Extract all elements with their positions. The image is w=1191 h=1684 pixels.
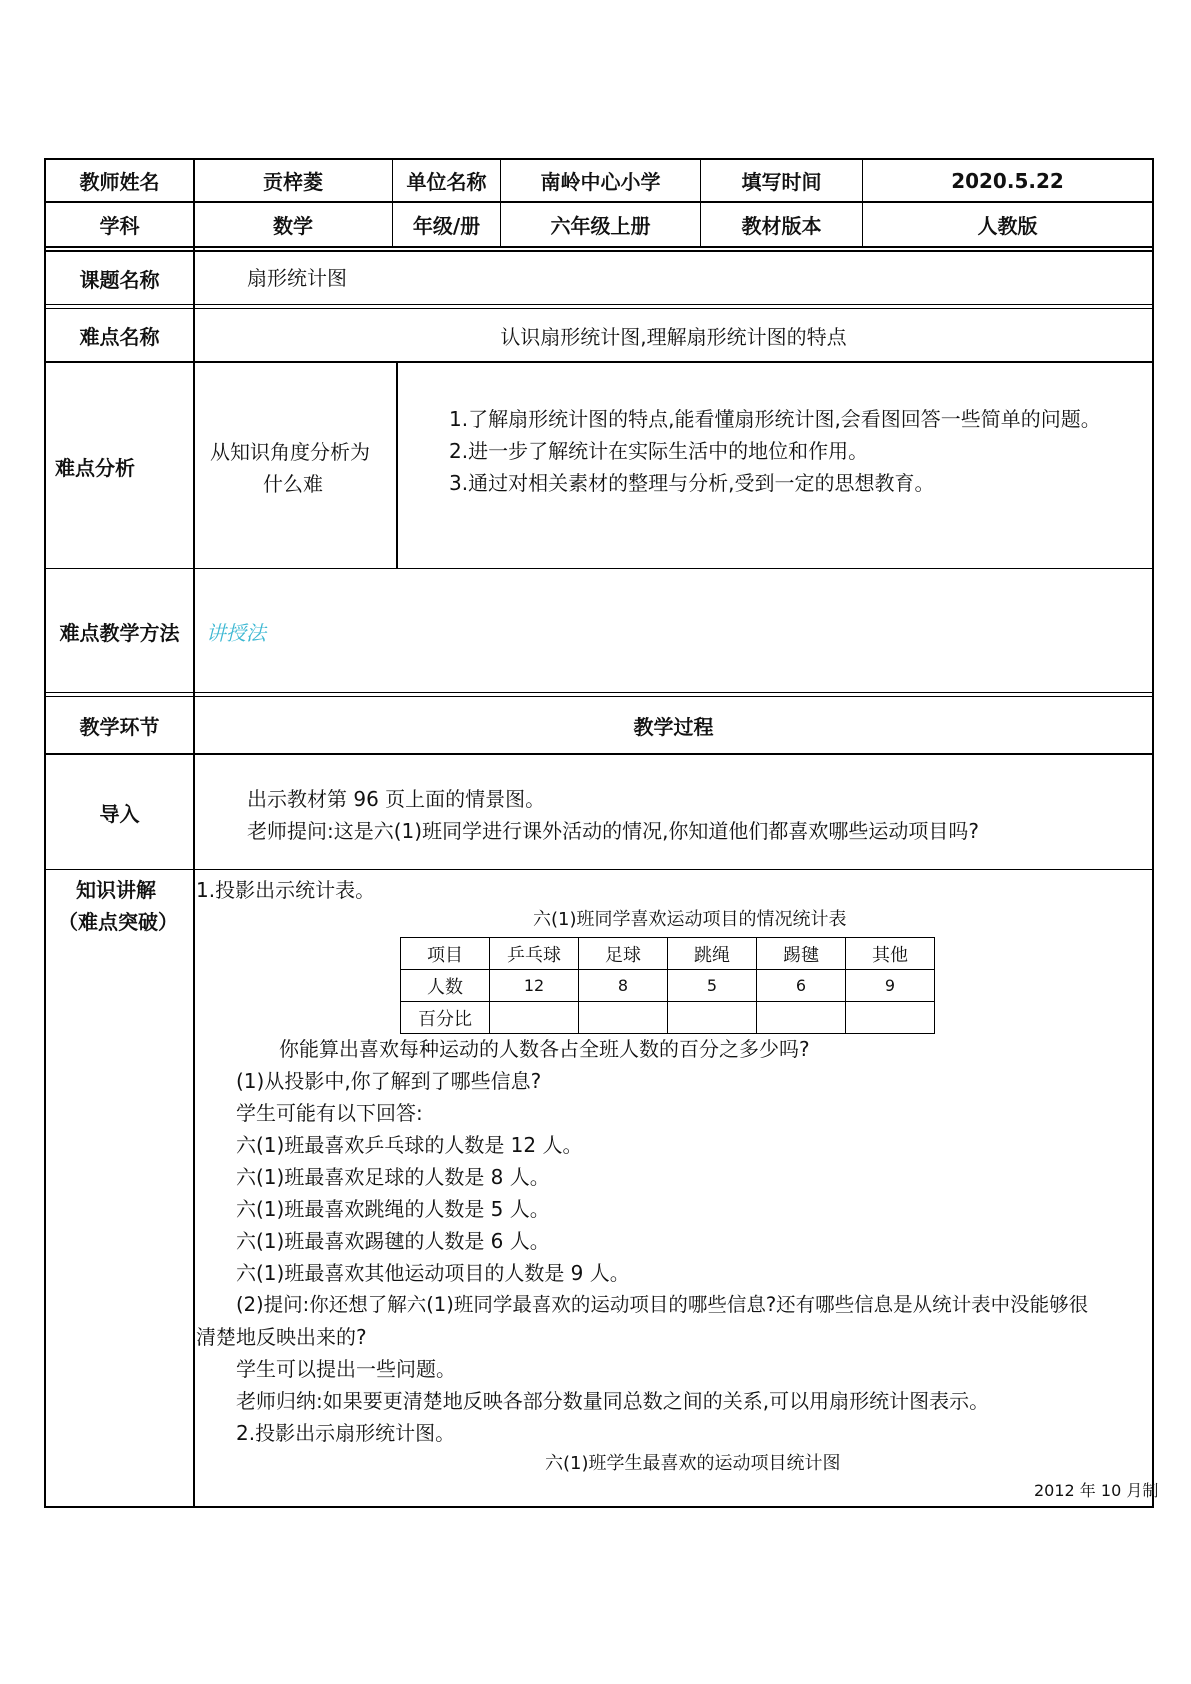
grade-label: 年级/册: [412, 214, 481, 238]
unit-label: 单位名称: [406, 170, 487, 194]
difficulty-label: 难点名称: [79, 325, 160, 349]
unit-name: 南岭中心小学: [540, 170, 661, 194]
edition-label: 教材版本: [741, 214, 822, 238]
table-header-cell: 踢毽: [757, 938, 846, 970]
intro-label: 导入: [99, 801, 140, 826]
table-header-cell: 项目: [401, 938, 490, 970]
table-header-cell: 其他: [846, 938, 935, 970]
process-stage-label: 教学环节: [79, 715, 160, 739]
knowledge-line: 六(1)班最喜欢跳绳的人数是 5 人。: [236, 1197, 550, 1221]
footer-note: 2012 年 10 月制: [1034, 1481, 1159, 1500]
table-cell: 6: [757, 970, 846, 1002]
teacher-name-label: 教师姓名: [79, 170, 160, 194]
table-cell: [846, 1002, 935, 1034]
knowledge-line: (1)从投影中,你了解到了哪些信息?: [236, 1069, 542, 1093]
row-divider: [44, 692, 1154, 693]
knowledge-line: 六(1)班最喜欢足球的人数是 8 人。: [236, 1165, 550, 1189]
row-divider: [44, 753, 1154, 755]
row-divider: [44, 361, 1154, 363]
subject-label: 学科: [99, 214, 140, 238]
knowledge-line: 学生可以提出一些问题。: [236, 1357, 456, 1381]
intro-line: 老师提问:这是六(1)班同学进行课外活动的情况,你知道他们都喜欢哪些运动项目吗?: [247, 819, 980, 843]
table-cell: 12: [490, 970, 579, 1002]
analysis-item: 3.通过对相关素材的整理与分析,受到一定的思想教育。: [449, 471, 935, 495]
method-value: 讲授法: [206, 621, 266, 645]
table-cell: [490, 1002, 579, 1034]
chart-title: 六(1)班学生最喜欢的运动项目统计图: [545, 1453, 841, 1474]
table-cell: [579, 1002, 668, 1034]
table-header-cell: 跳绳: [668, 938, 757, 970]
table-row: [401, 938, 935, 970]
topic-label: 课题名称: [79, 267, 160, 292]
table-cell: [668, 1002, 757, 1034]
table-cell: 5: [668, 970, 757, 1002]
knowledge-step: 1.投影出示统计表。: [196, 878, 376, 902]
table-cell: [757, 1002, 846, 1034]
row-divider: [44, 869, 1154, 870]
knowledge-sublabel: （难点突破）: [58, 910, 178, 934]
table-row-label: 百分比: [401, 1002, 490, 1034]
grade: 六年级上册: [550, 214, 651, 238]
row-divider: [44, 308, 1154, 309]
knowledge-question: 你能算出喜欢每种运动的人数各占全班人数的百分之多少吗?: [279, 1037, 810, 1061]
row-divider: [44, 250, 1154, 252]
table-cell: 9: [846, 970, 935, 1002]
date-label: 填写时间: [741, 170, 822, 194]
knowledge-line-wrap: 清楚地反映出来的?: [196, 1325, 367, 1349]
knowledge-line: 六(1)班最喜欢乒乓球的人数是 12 人。: [236, 1133, 583, 1157]
table-header-cell: 乒乓球: [490, 938, 579, 970]
knowledge-line: 学生可能有以下回答:: [236, 1101, 423, 1125]
intro-line: 出示教材第 96 页上面的情景图。: [247, 787, 546, 811]
analysis-item: 1.了解扇形统计图的特点,能看懂扇形统计图,会看图回答一些简单的问题。: [449, 407, 1101, 431]
knowledge-line: 2.投影出示扇形统计图。: [236, 1421, 456, 1445]
edition: 人教版: [977, 214, 1038, 238]
stat-table-title: 六(1)班同学喜欢运动项目的情况统计表: [533, 909, 847, 930]
row-divider: [44, 568, 1154, 569]
table-row-label: 人数: [401, 970, 490, 1002]
knowledge-line: (2)提问:你还想了解六(1)班同学最喜欢的运动项目的哪些信息?还有哪些信息是从统计表中没能够很: [236, 1293, 1089, 1316]
row-divider: [44, 304, 1154, 305]
fill-date: 2020.5.22: [951, 168, 1064, 193]
knowledge-label: 知识讲解: [76, 878, 156, 902]
table-cell: 8: [579, 970, 668, 1002]
row-divider: [44, 246, 1154, 248]
row-divider: [44, 696, 1154, 697]
column-divider: [396, 361, 398, 568]
subject: 数学: [273, 214, 313, 238]
analysis-label: 难点分析: [55, 456, 135, 480]
method-label: 难点教学方法: [59, 620, 180, 645]
knowledge-line: 六(1)班最喜欢踢毽的人数是 6 人。: [236, 1229, 550, 1253]
analysis-sub-label-line1: 从知识角度分析为: [210, 440, 370, 464]
teacher-name: 贡梓菱: [263, 170, 323, 194]
analysis-item: 2.进一步了解统计在实际生活中的地位和作用。: [449, 439, 869, 463]
knowledge-line: 六(1)班最喜欢其他运动项目的人数是 9 人。: [236, 1261, 630, 1285]
table-row: [401, 970, 935, 1002]
analysis-sub-label-line2: 什么难: [263, 472, 323, 496]
topic-value: 扇形统计图: [247, 266, 347, 290]
table-header-cell: 足球: [579, 938, 668, 970]
stat-table: [400, 937, 935, 1034]
knowledge-line: 老师归纳:如果要更清楚地反映各部分数量同总数之间的关系,可以用扇形统计图表示。: [236, 1389, 990, 1413]
process-title: 教学过程: [633, 715, 714, 739]
difficulty-value: 认识扇形统计图,理解扇形统计图的特点: [500, 325, 847, 349]
table-row: [401, 1002, 935, 1034]
